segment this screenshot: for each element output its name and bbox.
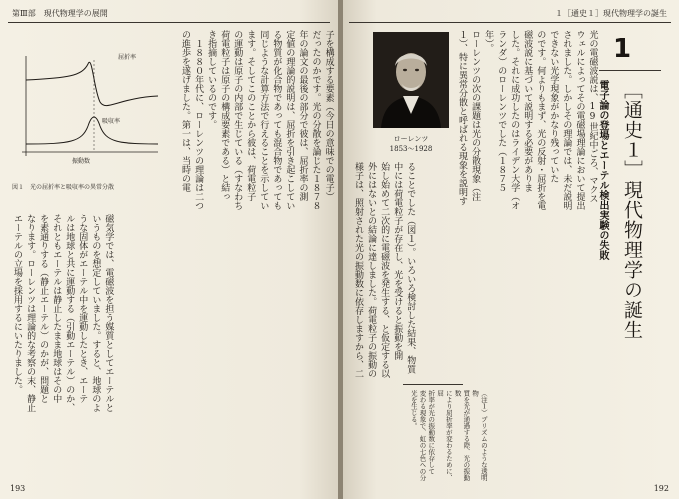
portrait-image <box>373 32 449 128</box>
dispersion-chart <box>8 36 166 164</box>
running-header-left: 第Ⅲ部 現代物理学の展開 <box>12 9 108 18</box>
chapter-title: ［通史１］現代物理学の誕生 <box>621 80 643 340</box>
right-line-8: 外にはないとの結論に達しました。荷電粒子の振動の <box>366 162 377 378</box>
right-line-1: されました。しかしその理論では、未だ説明できない光学現象がかなり残っていた <box>548 30 572 210</box>
right-line-5: ることでした（図１）。いろいろ検討した結果、物質 <box>405 162 416 374</box>
dispersion-figure <box>8 36 166 164</box>
right-line-9: 様子は、照射された光の振動数に依存しますから、二 <box>353 162 364 378</box>
left-line-10: いうものを想定していました。すると、地球のよ <box>90 214 101 412</box>
left-line-6: の運動は原子の内部で生じている（すなわち荷電粒子は原子の構成要素である）と結っ <box>219 30 243 210</box>
left-line-15: なります。ローレンツは理論的な考察の末、静止 <box>25 214 36 412</box>
refractive-index-curve <box>26 62 158 105</box>
left-line-9: 磁気学では、電磁波を担う媒質としてエーテルと <box>103 214 114 412</box>
lorentz-portrait <box>373 32 449 128</box>
right-page <box>343 0 679 499</box>
right-line-4: ローレンツの次の課題は光の分散現象（注１）、特に異常分散と呼ばれる現象を説明す <box>457 30 481 206</box>
left-line-14: を素通りする（静止エーテル）のかが、問題と <box>38 214 49 403</box>
page-number-left: 193 <box>10 484 26 493</box>
header-rule-left <box>8 22 330 23</box>
chapter-number: 1 <box>613 34 632 64</box>
absorption-curve <box>26 117 158 144</box>
right-text-upper <box>455 30 612 210</box>
left-line-7: き指摘しているのです。 <box>206 30 217 129</box>
label-frequency: 振動数 <box>72 158 91 165</box>
left-line-11: うな固体がエーテル中を運動したとき、エーテ <box>77 214 88 403</box>
right-line-2: のです。何よりもまず、光の反射・屈折を電磁波説に基づいて説明する必要がありま <box>522 30 546 210</box>
label-refractive-index: 屈折率 <box>118 54 137 61</box>
chapter-subtitle: 電子論の登場とエーテル検出実験の失敗 <box>597 80 608 260</box>
left-line-13: それともエーテルは静止したまま地球はその中 <box>51 214 62 403</box>
left-line-3: だったのかです。光の分散を論じた１８７８年の論文の最後の部分で彼は、屈折率の測 <box>297 30 321 210</box>
left-line-4: 定値の理論的説明は、屈折を引き起こしている物質が化合物であっても混合物であっても <box>271 30 295 210</box>
portrait-dates: 1853～1928 <box>389 145 433 153</box>
right-text-lower <box>351 162 429 382</box>
left-line-8: １８８０年代に、ローレンツの理論は二つの進歩を遂げました。第一は、当時の電 <box>180 30 204 210</box>
label-absorption: 吸収率 <box>102 118 121 125</box>
right-line-7: 始し始めて二次的に電磁波を発生する、と仮定する以 <box>379 162 390 378</box>
portrait-name: ローレンツ <box>393 135 429 143</box>
right-line-0: 光の電磁波説は、19世紀中ごろ、マクスウェルによってその電磁場理論において提出 <box>574 30 598 210</box>
left-line-5: 同じような計算方法で行えることを示しています。そしてこのことから彼は、荷電粒子 <box>245 30 269 210</box>
page-number-right: 192 <box>653 484 669 493</box>
left-line-2: 子を構成する要素（今日の意味での電子） <box>323 30 334 201</box>
footnote-rule <box>403 384 463 385</box>
left-line-12: ルは地球と共に運動する（引動エーテル）のか、 <box>64 214 75 412</box>
running-header-right: １［通史１］現代物理学の誕生 <box>555 9 667 18</box>
right-line-6: 中には荷電粒子が存在し、光を受けると振動を開 <box>392 162 403 360</box>
footnote: （注１）プリズムのような透明物 質を光が通過する際、光の振動数 により屈折率が変わるために、屈 折率が光の振動数に依存して 変わる現象で、虹の七色への分 光を生じる。 <box>409 390 488 481</box>
right-line-3: した。それに成功したのはライデン大学（オランダ）のローレンツでした（１８７５年）。 <box>483 30 520 210</box>
left-text-lower <box>10 214 127 470</box>
left-line-16: エーテルの立場を採用するにいたりました。 <box>12 214 23 394</box>
header-rule-right <box>349 22 671 23</box>
figure-caption: 図１ 光の屈折率と吸収率の異常分散 <box>12 184 115 191</box>
